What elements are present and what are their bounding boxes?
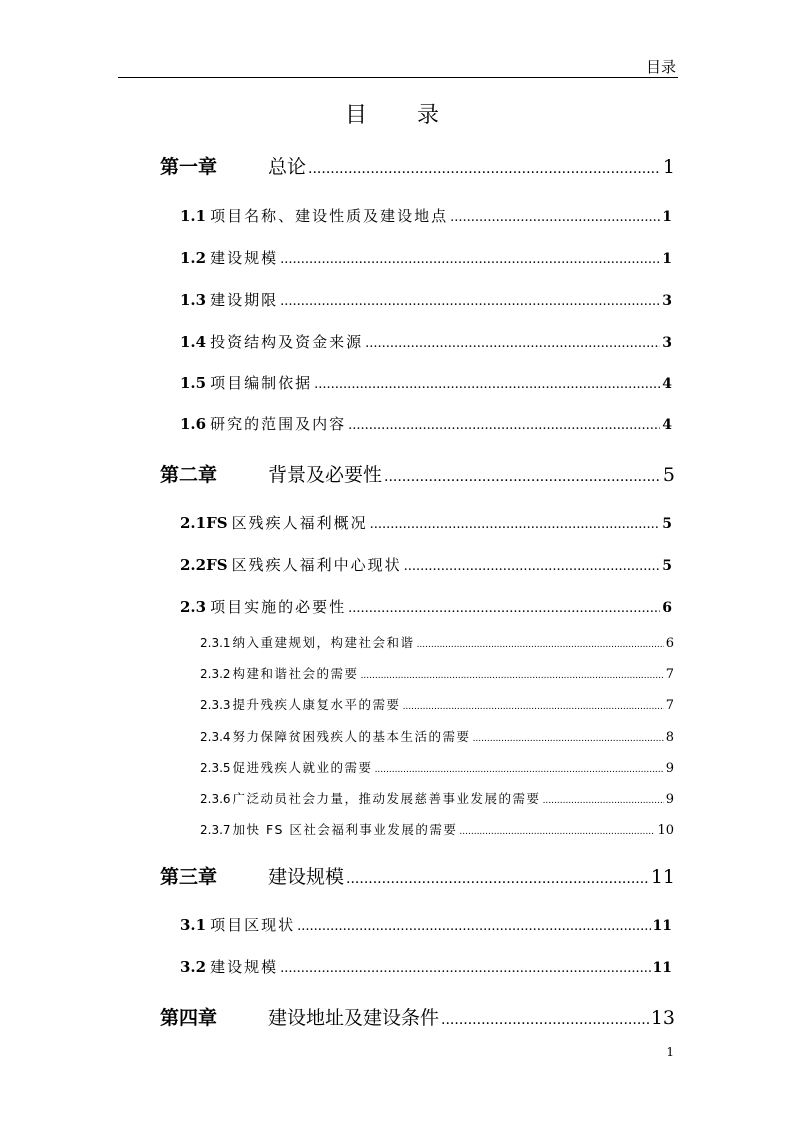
toc-title: 目录 bbox=[344, 103, 489, 128]
toc-subsection-num: 2.3.6 bbox=[200, 792, 231, 806]
toc-chapter-1[interactable] bbox=[160, 152, 675, 179]
toc-leader bbox=[346, 871, 649, 887]
toc-section-title: 项目编制依据 bbox=[210, 374, 313, 392]
toc-subsection-2-3-2[interactable] bbox=[200, 664, 674, 682]
toc-leader bbox=[365, 336, 660, 351]
toc-leader bbox=[280, 294, 660, 309]
toc-page-number: 5 bbox=[662, 558, 672, 574]
toc-section-1-3[interactable] bbox=[180, 289, 672, 310]
toc-leader bbox=[441, 1012, 649, 1028]
toc-leader bbox=[459, 827, 655, 837]
toc-leader bbox=[543, 796, 664, 806]
toc-page-number: 6 bbox=[665, 636, 674, 651]
toc-page-number: 9 bbox=[665, 761, 674, 776]
toc-chapter-title: 总论 bbox=[268, 156, 307, 178]
toc-chapter-3[interactable] bbox=[160, 862, 675, 889]
toc-section-1-6[interactable] bbox=[180, 413, 672, 434]
toc-section-2-3[interactable] bbox=[180, 596, 672, 617]
toc-subsection-2-3-4[interactable] bbox=[200, 727, 674, 745]
toc-page-number: 8 bbox=[665, 730, 674, 745]
toc-subsection-2-3-6[interactable] bbox=[200, 789, 674, 807]
toc-chapter-num: 第三章 bbox=[160, 866, 218, 888]
toc-page-number: 5 bbox=[662, 516, 672, 532]
toc-section-1-5[interactable] bbox=[180, 372, 672, 393]
toc-leader bbox=[403, 702, 664, 712]
toc-section-1-2[interactable] bbox=[180, 247, 672, 268]
toc-leader bbox=[473, 734, 664, 744]
toc-section-title: 建设规模 bbox=[210, 958, 279, 976]
toc-page-number: 1 bbox=[662, 209, 672, 225]
toc-subsection-num: 2.3.7 bbox=[200, 823, 231, 837]
toc-subsection-num: 2.3.2 bbox=[200, 667, 231, 681]
toc-leader bbox=[348, 601, 660, 616]
toc-section-title: 项目区现状 bbox=[210, 916, 296, 934]
toc-subsection-2-3-1[interactable] bbox=[200, 633, 674, 651]
toc-leader bbox=[308, 161, 661, 177]
toc-subsection-num: 2.3.3 bbox=[200, 698, 231, 712]
toc-page-number: 13 bbox=[650, 1007, 675, 1029]
toc-section-num: 1.1 bbox=[180, 207, 207, 225]
header-rule bbox=[118, 77, 678, 78]
toc-subsection-num: 2.3.1 bbox=[200, 636, 231, 650]
toc-subsection-title: 广泛动员社会力量，推动发展慈善事业发展的需要 bbox=[232, 791, 541, 806]
toc-leader bbox=[417, 640, 664, 650]
toc-page-number: 11 bbox=[652, 918, 672, 934]
toc-section-title: 建设期限 bbox=[210, 291, 279, 309]
toc-subsection-title: 纳入重建规划，构建社会和谐 bbox=[232, 635, 415, 650]
toc-chapter-title: 建设规模 bbox=[268, 866, 345, 888]
toc-leader bbox=[314, 377, 660, 392]
toc-section-num: 2.2FS bbox=[180, 556, 228, 574]
toc-section-title: 建设规模 bbox=[210, 249, 279, 267]
toc-section-num: 1.3 bbox=[180, 291, 207, 309]
toc-leader bbox=[361, 671, 664, 681]
toc-section-3-2[interactable] bbox=[180, 956, 672, 977]
toc-subsection-title: 促进残疾人就业的需要 bbox=[232, 760, 373, 775]
toc-leader bbox=[384, 469, 661, 485]
toc-leader bbox=[404, 559, 661, 574]
toc-page-number: 10 bbox=[657, 823, 674, 838]
toc-page-number: 1 bbox=[662, 251, 672, 267]
toc-section-num: 3.2 bbox=[180, 958, 207, 976]
toc-subsection-2-3-5[interactable] bbox=[200, 758, 674, 776]
toc-leader bbox=[450, 210, 660, 225]
toc-page-number: 5 bbox=[662, 464, 675, 486]
toc-section-2-2[interactable] bbox=[180, 554, 672, 575]
toc-leader bbox=[370, 517, 661, 532]
toc-page-number: 6 bbox=[662, 600, 672, 616]
page-number: 1 bbox=[666, 1045, 674, 1059]
toc-chapter-num: 第二章 bbox=[160, 464, 218, 486]
toc-section-title: 项目实施的必要性 bbox=[210, 598, 347, 616]
toc-chapter-title: 建设地址及建设条件 bbox=[268, 1007, 440, 1029]
toc-section-num: 1.4 bbox=[180, 333, 207, 351]
toc-page-number: 7 bbox=[665, 698, 674, 713]
toc-page-number: 1 bbox=[662, 156, 675, 178]
toc-page-number: 11 bbox=[652, 960, 672, 976]
toc-page-number: 9 bbox=[665, 792, 674, 807]
toc-page-number: 4 bbox=[662, 376, 672, 392]
toc-page-number: 3 bbox=[662, 293, 672, 309]
toc-subsection-title: 加快 FS 区社会福利事业发展的需要 bbox=[232, 822, 458, 837]
toc-section-title: 研究的范围及内容 bbox=[210, 415, 347, 433]
toc-section-1-4[interactable] bbox=[180, 331, 672, 352]
toc-subsection-2-3-7[interactable] bbox=[200, 820, 674, 838]
toc-section-title: 投资结构及资金来源 bbox=[210, 333, 364, 351]
toc-subsection-title: 提升残疾人康复水平的需要 bbox=[232, 697, 401, 712]
toc-page-number: 11 bbox=[650, 866, 675, 888]
toc-chapter-2[interactable] bbox=[160, 460, 675, 487]
toc-leader bbox=[280, 961, 650, 976]
toc-leader bbox=[280, 252, 660, 267]
toc-page-number: 7 bbox=[665, 667, 674, 682]
toc-leader bbox=[297, 919, 650, 934]
toc-chapter-num: 第一章 bbox=[160, 156, 218, 178]
toc-section-title: 区残疾人福利中心现状 bbox=[231, 556, 402, 574]
toc-subsection-title: 构建和谐社会的需要 bbox=[232, 666, 359, 681]
toc-section-3-1[interactable] bbox=[180, 914, 672, 935]
toc-chapter-title: 背景及必要性 bbox=[268, 464, 383, 486]
toc-subsection-title: 努力保障贫困残疾人的基本生活的需要 bbox=[232, 729, 471, 744]
toc-section-title: 项目名称、建设性质及建设地点 bbox=[210, 207, 449, 225]
toc-page-number: 3 bbox=[662, 335, 672, 351]
toc-section-num: 3.1 bbox=[180, 916, 207, 934]
toc-section-num: 1.5 bbox=[180, 374, 207, 392]
toc-section-num: 2.3 bbox=[180, 598, 207, 616]
toc-section-num: 1.2 bbox=[180, 249, 207, 267]
toc-section-title: 区残疾人福利概况 bbox=[231, 514, 368, 532]
toc-subsection-2-3-3[interactable] bbox=[200, 695, 674, 713]
toc-leader bbox=[375, 765, 664, 775]
toc-leader bbox=[348, 418, 660, 433]
page-header-label: 目录 bbox=[645, 58, 676, 76]
toc-section-num: 1.6 bbox=[180, 415, 207, 433]
toc-section-1-1[interactable] bbox=[180, 205, 672, 226]
toc-section-2-1[interactable] bbox=[180, 512, 672, 533]
toc-subsection-num: 2.3.5 bbox=[200, 761, 231, 775]
toc-section-num: 2.1FS bbox=[180, 514, 228, 532]
toc-page-number: 4 bbox=[662, 417, 672, 433]
toc-chapter-4[interactable] bbox=[160, 1003, 675, 1030]
toc-chapter-num: 第四章 bbox=[160, 1007, 218, 1029]
toc-subsection-num: 2.3.4 bbox=[200, 730, 231, 744]
